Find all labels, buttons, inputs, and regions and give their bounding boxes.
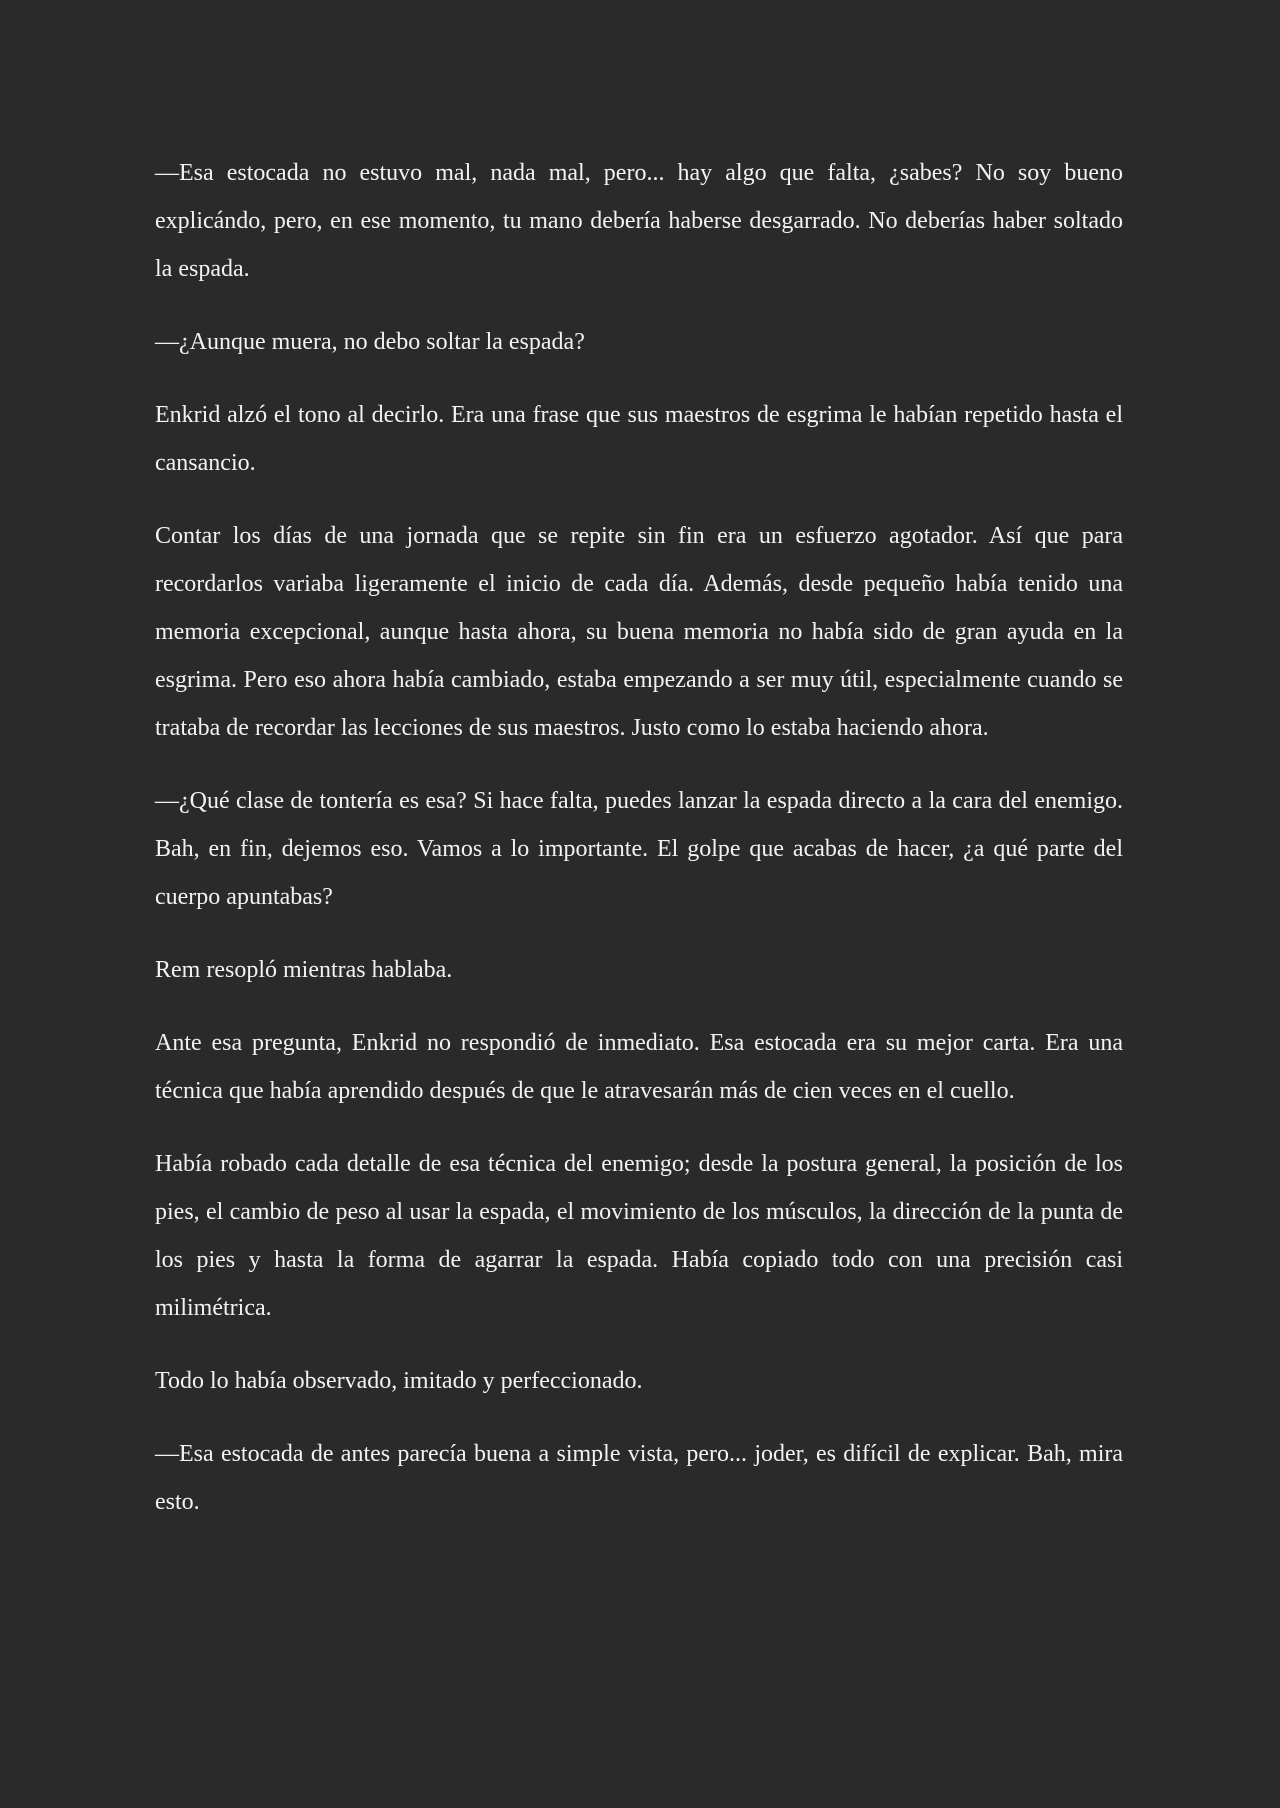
paragraph: —Esa estocada no estuvo mal, nada mal, pero... hay algo que falta, ¿sabes? No soy bueno explicándo, pero, en ese momento, tu mano debería haberse desgarrado. No deberías haber soltado la espada.: [155, 160, 1123, 282]
paragraph: Contar los días de una jornada que se repite sin fin era un esfuerzo agotador. Así que para recordarlos variaba ligeramente el inicio de cada día. Además, desde pequeño había tenido una memoria excepcional, aunque hasta ahora, su buena memoria no había sido de gran ayuda en la esgrima. Pero eso ahora había cambiado, estaba empezando a ser muy útil, especialmente cuando se trataba de recordar las lecciones de sus maestros. Justo como lo estaba haciendo ahora.: [155, 523, 1123, 741]
paragraph: —¿Aunque muera, no debo soltar la espada?: [155, 329, 585, 355]
paragraph: Todo lo había observado, imitado y perfeccionado.: [155, 1368, 643, 1394]
paragraph: —Esa estocada de antes parecía buena a simple vista, pero... joder, es difícil de explicar. Bah, mira esto.: [155, 1441, 1123, 1515]
paragraph: Rem resopló mientras hablaba.: [155, 957, 453, 983]
document-page: [155, 149, 1123, 1551]
paragraph: Ante esa pregunta, Enkrid no respondió de inmediato. Esa estocada era su mejor carta. Era una técnica que había aprendido después de que le atravesarán más de cien veces en el cuello.: [155, 1030, 1123, 1104]
paragraph: Enkrid alzó el tono al decirlo. Era una frase que sus maestros de esgrima le habían repetido hasta el cansancio.: [155, 402, 1123, 476]
paragraph: —¿Qué clase de tontería es esa? Si hace falta, puedes lanzar la espada directo a la cara del enemigo. Bah, en fin, dejemos eso. Vamos a lo importante. El golpe que acabas de hacer, ¿a qué parte del cuerpo apuntabas?: [155, 788, 1123, 910]
paragraph: Había robado cada detalle de esa técnica del enemigo; desde la postura general, la posición de los pies, el cambio de peso al usar la espada, el movimiento de los músculos, la dirección de la punta de los pies y hasta la forma de agarrar la espada. Había copiado todo con una precisión casi milimétrica.: [155, 1151, 1123, 1321]
